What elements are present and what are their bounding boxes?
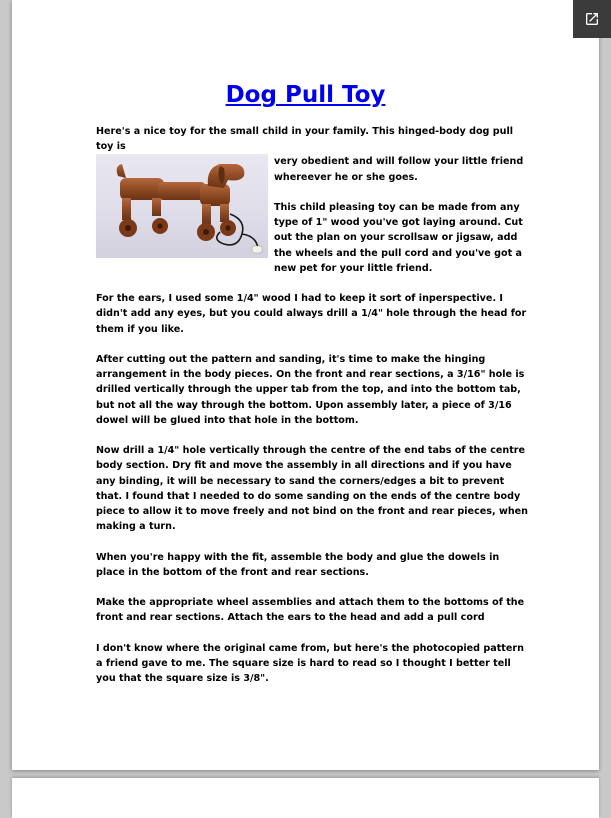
paragraph-2: For the ears, I used some 1/4" wood I had to keep it sort of inperspective. I didn't add any eyes, but you could always drill a 1/4" hole through the head for them if you like.	[96, 293, 527, 335]
document-page	[12, 0, 599, 770]
intro-paragraph	[96, 124, 528, 154]
paragraph-3: After cutting out the pattern and sanding, it's time to make the hinging arrangement in the body pieces. On the front and rear sections, a 3/16" hole is drilled vertically through the upper tab from the top, and into the bottom tab, but not all the way through the bottom. Upon assembly later, a piece of 3/16 dowel will be glued into that hole in the bottom.	[96, 354, 525, 426]
dog-toy-image-icon	[96, 154, 268, 258]
article-body	[96, 124, 528, 702]
open-in-new-button[interactable]	[573, 0, 611, 38]
open-in-new-icon	[584, 11, 600, 27]
paragraph-1: This child pleasing toy can be made from any type of 1" wood you've got laying around. Cut out the plan on your scrollsaw or jigsaw, add the wheels and the pull cord and you've got a new pet for your little friend.	[274, 202, 523, 274]
intro-first-line: Here's a nice toy for the small child in your family. This hinged-body dog pull toy is	[96, 126, 514, 153]
paragraph-7: I don't know where the original came from, but here's the photocopied pattern a friend gave to me. The square size is hard to read so I thought I better tell you that the square size is 3/8".	[96, 642, 524, 685]
paragraph-6: Make the appropriate wheel assemblies and attach them to the bottoms of the front and rear sections. Attach the ears to the head and add a pull cord	[96, 597, 525, 624]
paragraph-5: When you're happy with the fit, assemble the body and glue the dowels in place in the bottom of the front and rear sections.	[96, 551, 500, 578]
intro-continuation: very obedient and will follow your little friend whereever he or she goes.	[274, 156, 524, 183]
paragraph-4: Now drill a 1/4" hole vertically through the centre of the end tabs of the centre body section. Dry fit and move the assembly in all directions and if you have any binding, it will be necessary to sand the corners/edges a bit to prevent that. I found that I needed to do some sanding on the ends of the centre body piece to allow it to move freely and not bind on the front and rear pieces, when making a turn.	[96, 445, 528, 533]
page-title[interactable]: Dog Pull Toy	[225, 82, 386, 108]
next-page-edge	[12, 778, 599, 818]
dog-pull-toy-photo	[96, 154, 268, 258]
